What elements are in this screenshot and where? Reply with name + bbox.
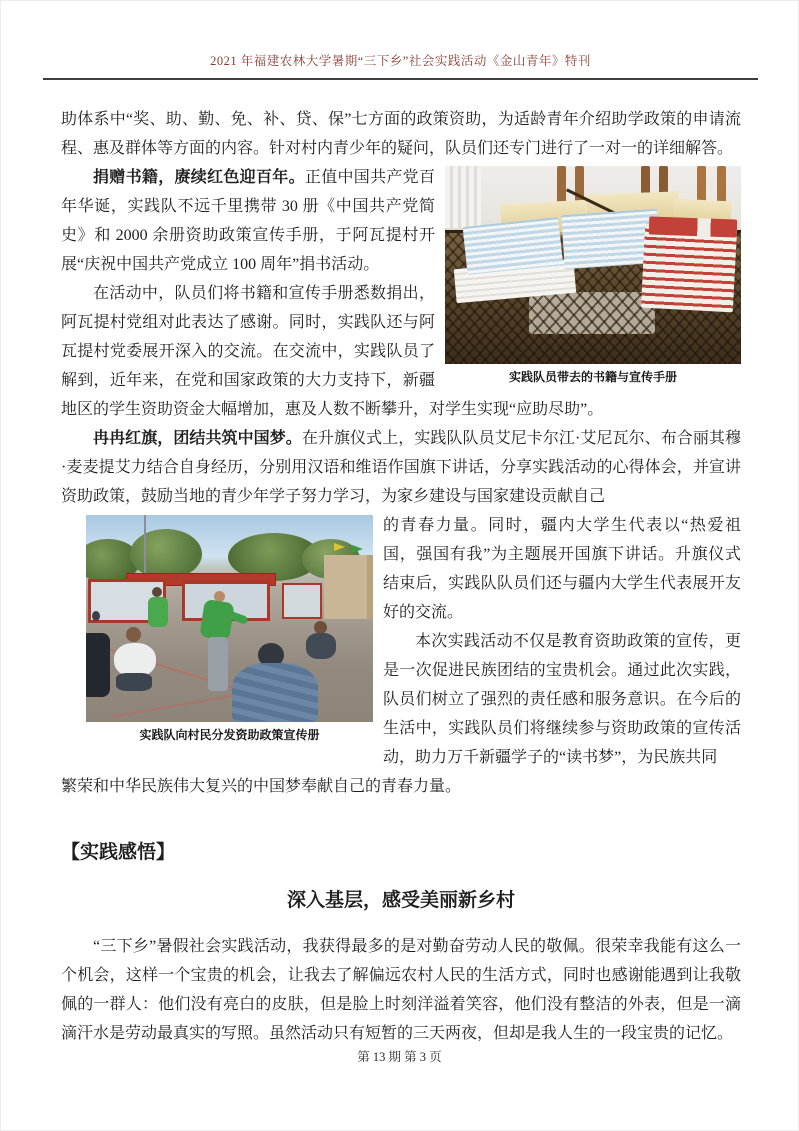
- seated-villager-legs: [116, 673, 152, 691]
- foreground-villager-striped-shirt: [232, 663, 318, 722]
- seated-villager: [306, 633, 336, 659]
- volunteer-green-vest: [148, 597, 168, 627]
- volunteer-legs: [208, 637, 228, 691]
- paragraph-flag-part2: 的青春力量。同时，疆内大学生代表以“热爱祖国，强国有我”为主题展开国旗下讲话。升旗仪式结束后，实践队队员们还与疆内大学生代表展开友好的交流。: [383, 517, 741, 621]
- essay-paragraph: “三下乡”暑假社会实践活动，我获得最多的是对勤奋劳动人民的敬佩。很荣幸我能有这么一个机会，这样一个宝贵的机会，让我去了解偏远农村人民的生活方式，同时也感谢能遇到让我敬佩的一群人：他们没有亮白的皮肤，但是脸上时刻洋溢着笑容，他们没有整洁的外表，但是一滴滴汗水是劳动最真实的写照。虽然活动只有短暂的三天两夜，但却是我人生的一段宝贵的记忆。: [61, 938, 741, 1042]
- photo2-caption: 实践队向村民分发资助政策宣传册: [139, 728, 320, 742]
- yellow-flag: [334, 543, 345, 551]
- paragraph-summary-part1: 本次实践活动不仅是教育资助政策的宣传，更是一次促进民族团结的宝贵机会。通过此次实践，队员们树立了强烈的责任感和服务意识。在今后的生活中，实践队员们将继续参与资助政策的宣传活动，助力万千新疆学子的“读书梦”，为民族共同: [383, 633, 741, 766]
- pole-shape: [144, 515, 146, 577]
- photo-books-and-handbooks: [445, 166, 741, 364]
- paragraph-flag-lead: 冉冉红旗，团结共筑中国梦。: [93, 430, 302, 447]
- photo-distributing-handbooks: [86, 515, 373, 722]
- section-flag: [61, 511, 741, 772]
- section-donation: [61, 163, 741, 424]
- seated-villager-white-shirt: [114, 643, 156, 677]
- paragraph-flag-part1: [61, 424, 741, 511]
- seated-villager-head: [126, 627, 141, 642]
- paragraph-donation-body: 正值中国共产党百年华诞，实践队不远千里携带 30 册《中国共产党简史》和 2000 余册资助政策宣传手册，于阿瓦提村开展“庆祝中国共产党成立 100 周年”捐书活动。: [61, 169, 435, 273]
- photo1-caption: 实践队员带去的书籍与宣传手册: [508, 370, 677, 384]
- figure-books: [445, 166, 741, 385]
- tree-shape: [130, 529, 202, 579]
- crowd-of-villagers: [92, 611, 100, 621]
- red-booklet-cover: [649, 216, 738, 237]
- page-footer: 第 13 期 第 3 页: [357, 1050, 442, 1064]
- green-flag: [352, 545, 363, 553]
- paragraph-summary-part2: 繁荣和中华民族伟大复兴的中国梦奉献自己的青春力量。: [61, 778, 462, 795]
- figure-crowd: [86, 515, 373, 743]
- paragraph-flag-body1: 在升旗仪式上，实践队队员艾尼卡尔江·艾尼瓦尔、布合丽其穆·麦麦提艾力结合自身经历，分别用汉语和维语作国旗下讲话，分享实践活动的心得体会，并宣讲资助政策，鼓励当地的青少年学子努力学习，为家乡建设与国家建设贡献自己: [61, 430, 741, 505]
- volunteer-green-vest: [199, 599, 235, 641]
- paragraph-activity: 在活动中，队员们将书籍和宣传手册悉数捐出，阿瓦提村党组对此表达了感谢。同时，实践队还与阿瓦提村党委展开深入的交流。在交流中，实践队员了解到，近年来，在党和国家政策的大力支持下，新疆地区的学生资助资金大幅增加，惠及人数不断攀升，对学生实现“应助尽助”。: [61, 285, 604, 418]
- article-body: [61, 105, 741, 1048]
- essay-title: 深入基层，感受美丽新乡村: [286, 890, 515, 911]
- page-header-title: 2021 年福建农林大学暑期“三下乡”社会实践活动《金山青年》特刊: [210, 54, 591, 68]
- paragraph-donation-lead: 捐赠书籍，赓续红色迎百年。: [93, 169, 305, 186]
- building-shape: [324, 555, 373, 619]
- section-heading-reflections: 【实践感悟】: [61, 842, 176, 863]
- foreground-figure: [86, 633, 110, 697]
- volunteer-head: [152, 587, 162, 597]
- radiator-shape: [445, 166, 481, 228]
- header-rule: [43, 78, 758, 80]
- paragraph-continuation: 助体系中“奖、助、勤、免、补、贷、保”七方面的政策资助，为适龄青年介绍助学政策的申请流程、惠及群体等方面的内容。针对村内青少年的疑问，队员们还专门进行了一对一的详细解答。: [61, 111, 741, 157]
- bulletin-board: [282, 583, 322, 619]
- table-weave-highlight: [529, 292, 655, 334]
